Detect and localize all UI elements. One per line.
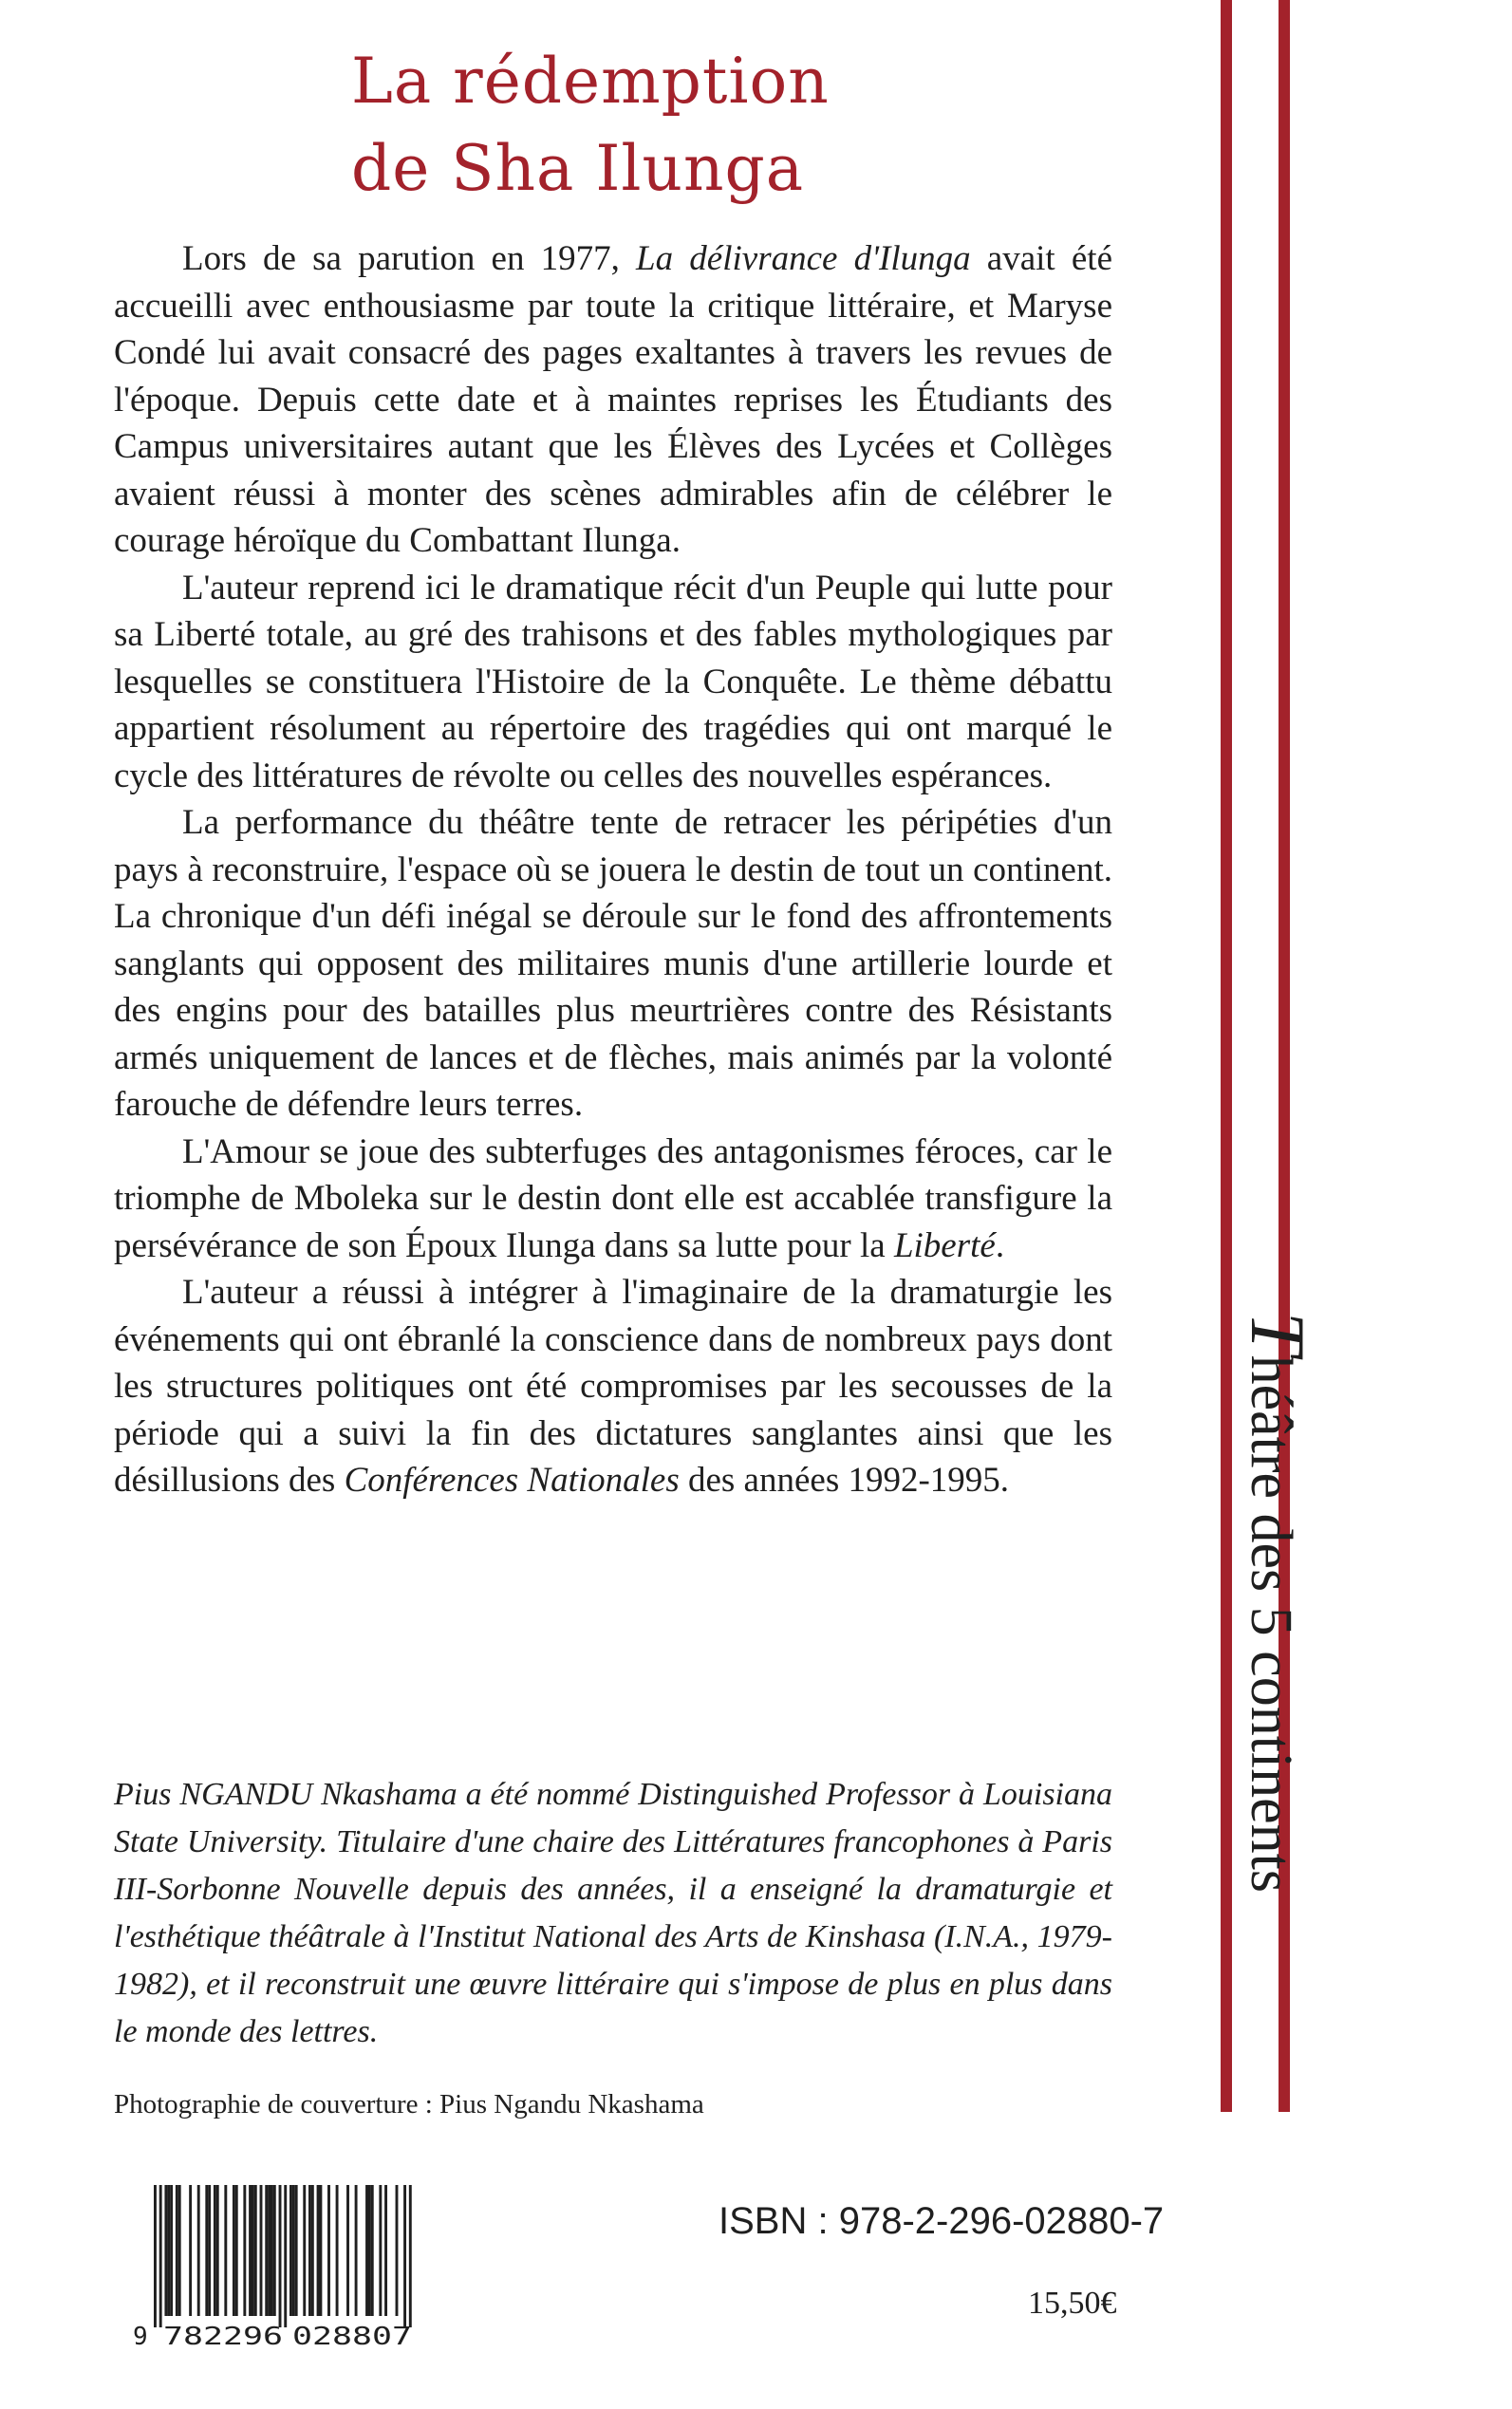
blurb-p4-end: . [995,1225,1005,1265]
barcode-bar [224,2185,227,2316]
barcode-digits-left: 782296 [163,2323,283,2349]
title-line-1: La rédemption [351,45,830,118]
barcode-bar [208,2185,211,2316]
barcode-bar [214,2185,216,2316]
barcode-bar [233,2185,235,2316]
series-rest: héâtre des 5 continents [1239,1354,1303,1894]
emphasis-conferences: Conférences Nationales [344,1461,680,1500]
barcode-digits-right: 028807 [292,2323,412,2349]
barcode-bar [164,2185,167,2316]
barcode-bar [368,2185,371,2316]
cited-title: La délivrance d'Ilunga [636,239,971,278]
blurb-p1-start: Lors de sa parution en 1977, [182,239,637,278]
barcode-bar [154,2185,157,2327]
barcode-bar [249,2185,252,2316]
barcode-bar [273,2185,276,2316]
barcode-bar [268,2185,271,2316]
spine-rule-left [1221,0,1232,2112]
barcode-bar [159,2185,162,2327]
barcode-bar [254,2185,257,2316]
barcode-bar [317,2185,320,2316]
blurb-p5-start: L'auteur a réussi à intégrer à l'imaginaire de la dramaturgie les événements qui ont ébranlé la conscience dans de nombreux pays dont les structures politiques ont été compromises par les secousses de la période qui a suivi la fin des dictatures sanglantes ainsi que les désillusions des [114,1273,1112,1500]
barcode-bar [409,2185,412,2327]
barcode-bar [167,2185,170,2316]
blurb-paragraph-2: L'auteur reprend ici le dramatique récit d'un Peuple qui lutte pour sa Liberté totale, au gré des trahisons et des fables mythologiques par lesquelles se constituera l'Histoire de la Conquête. Le thème débattu appartient résolument au répertoire des tragédies qui ont marqué le cycle des littératures de révolte ou celles des nouvelles espérances. [114,568,1112,795]
barcode-bar [216,2185,219,2316]
barcode-bar [396,2185,399,2316]
series-name [1235,1312,1321,2109]
author-bio: Pius NGANDU Nkashama a été nommé Distinguished Professor à Louisiana State University. Titulaire d'une chaire des Littératures francophones à Paris III-Sorbonne Nouvelle depuis des années, il a enseigné la dramaturgie et l'esthétique théâtrale à l'Institut National des Arts de Kinshasa (I.N.A., 1979-1982), et il reconstruit une œuvre littéraire qui s'impose de plus en plus dans le monde des lettres. [114,1777,1112,2049]
barcode-bar [252,2185,254,2316]
barcode-bar [384,2185,387,2316]
barcode-bars [154,2185,412,2327]
barcode-bar [265,2185,268,2316]
barcode-bar [308,2185,311,2316]
blurb-paragraph-3: La performance du théâtre tente de retracer les péripéties d'un pays à reconstruire, l'espace où se jouera le destin de tout un continent. La chronique d'un défi inégal se déroule sur le fond des affrontements sanglants qui opposent des militaires munis d'une artillerie lourde et des engins pour des batailles plus meurtrières contre des Résistants armés uniquement de lances et de flèches, mais animés par la volonté farouche de défendre leurs terres. [114,803,1112,1124]
blurb-paragraph-5 [114,1269,1112,1504]
barcode-bar [295,2185,298,2316]
photo-credit: Photographie de couverture : Pius Ngandu Nkashama [114,2089,704,2120]
barcode-bar [292,2185,295,2316]
blurb-paragraph-1 [114,235,1112,565]
price-label: 15,50€ [1028,2286,1117,2321]
barcode-bar [197,2185,200,2316]
book-title [351,38,830,213]
barcode-bar [235,2185,238,2316]
series-text [1235,1312,1321,2109]
barcode-digit-first: 9 [133,2323,148,2349]
barcode-bar [346,2185,349,2316]
blurb-p4-start: L'Amour se joue des subterfuges des antagonismes féroces, car le triomphe de Mboleka sur le destin dont elle est accablée transfigure la persévérance de son Époux Ilunga dans sa lutte pour la [114,1131,1112,1265]
emphasis-liberte: Liberté [893,1225,996,1265]
barcode-bar [284,2185,287,2327]
series-initial: T [1235,1312,1321,1355]
barcode-bar [279,2185,282,2327]
barcode-bar [355,2185,358,2316]
barcode-bar [303,2185,306,2316]
blurb-paragraph-4 [114,1129,1112,1270]
blurb-p5-end: des années 1992-1995. [679,1461,1010,1500]
barcode-bar [243,2185,246,2316]
barcode-bar [319,2185,322,2316]
barcode-bar [336,2185,339,2316]
barcode-bar [365,2185,368,2316]
barcode-bar [189,2185,192,2316]
barcode-bar [371,2185,374,2316]
barcode-bar [311,2185,314,2316]
barcode [131,2183,431,2349]
blurb-p1-end: avait été accueilli avec enthousiasme par toute la critique littéraire, et Maryse Condé lui avait consacré des pages exaltantes à travers les revues de l'époque. Depuis cette date et à maintes reprises les Étudiants des Campus universitaires autant que les Élèves des Lycées et Collèges avaient réussi à monter des scènes admirables afin de célébrer le courage héroïque du Combattant Ilunga. [114,239,1112,560]
barcode-bar [379,2185,382,2316]
barcode-bar [176,2185,178,2316]
barcode-bar [205,2185,208,2316]
barcode-bar [260,2185,263,2316]
barcode-bar [403,2185,406,2327]
title-line-2: de Sha Ilunga [351,132,805,205]
barcode-bar [170,2185,173,2316]
barcode-bar [271,2185,273,2316]
barcode-bar [327,2185,330,2316]
barcode-bar [178,2185,181,2316]
barcode-bar [289,2185,292,2316]
blurb-text [114,235,1112,1504]
isbn-label: ISBN : 978-2-296-02880-7 [719,2200,1165,2242]
